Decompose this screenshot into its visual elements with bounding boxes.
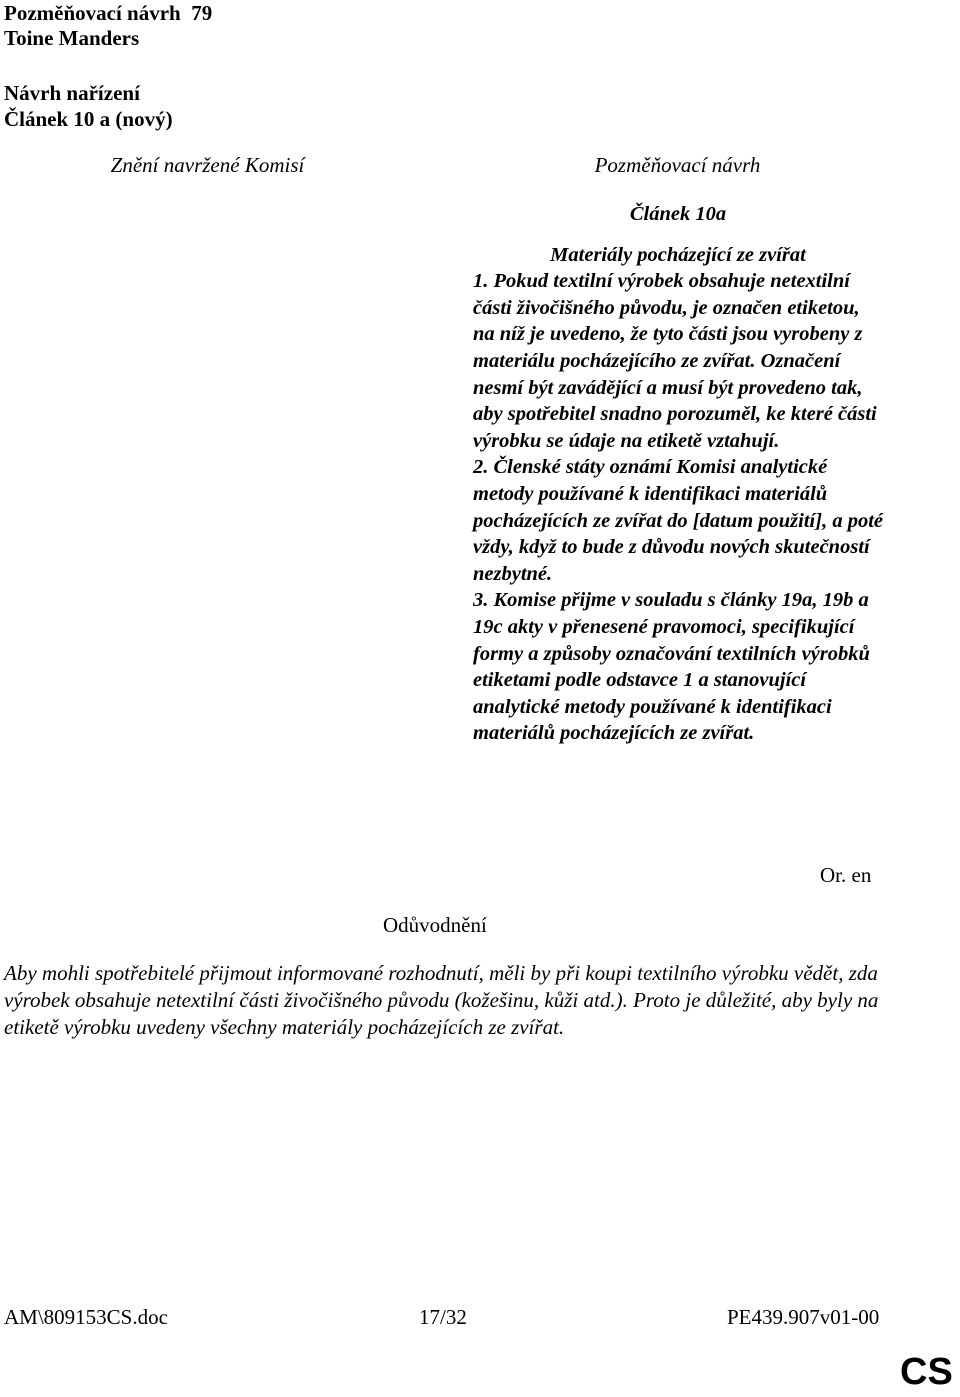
proposal-label: Návrh nařízení	[4, 81, 140, 105]
paragraph-2	[473, 454, 883, 587]
justification-text: Aby mohli spotřebitelé přijmout informované rozhodnutí, měli by při koupi textilního výrobku vědět, zda výrobek obsahuje netextilní části živočišného původu (kožešinu, kůži atd.). Proto je důležité, aby byly na etiketě výrobku uvedeny všechny materiály pocházejících ze zvířat.	[4, 961, 879, 1039]
original-language: Or. en	[820, 863, 872, 887]
footer-document-ref: AM\809153CS.doc	[4, 1305, 168, 1329]
paragraph-1: 1. Pokud textilní výrobek obsahuje netextilní části živočišného původu, je označen etiketou, na níž je uvedeno, že tyto části jsou vyrobeny z materiálu pocházejícího ze zvířat. Označení nesmí být zavádějící a musí být provedeno tak, aby spotřebitel snadno porozuměl, ke které části výrobku se údaje na etiketě vztahují.	[473, 270, 877, 452]
paragraph-2-lead: 2. Členské státy oznámí Komisi	[473, 456, 741, 479]
article-subheading: Materiály pocházející ze zvířat	[550, 243, 806, 266]
footer-page-number: 17/32	[419, 1305, 467, 1329]
paragraph-2-body: analytické metody používané k identifikaci materiálů pocházejících ze zvířat do [datum použití], a poté vždy, když to bude z důvodu nových skutečností nezbytné.	[473, 456, 883, 585]
language-mark: CS	[900, 1351, 953, 1393]
commission-text-column-header: Znění navržené Komisí	[110, 153, 305, 177]
paragraph-3	[473, 587, 883, 747]
justification-title: Odůvodnění	[383, 913, 487, 937]
article-heading: Článek 10a	[629, 203, 727, 225]
amendment-title: Pozměňovací návrh 79	[4, 1, 213, 25]
amendment-column-header: Pozměňovací návrh	[594, 153, 761, 177]
paragraph-3-body: specifikující formy a způsoby označování textilních výrobků etiketami podle odstavce 1 a stanovující analytické metody používané k identifikaci materiálů pocházejících ze zvířat.	[473, 615, 870, 745]
footer-pe-ref: PE439.907v01-00	[727, 1305, 880, 1329]
article-reference: Článek 10 a (nový)	[4, 107, 173, 131]
amendment-text	[473, 201, 883, 747]
amendment-author: Toine Manders	[4, 26, 140, 50]
paragraph-3-lead: 3. Komise přijme v souladu s články 19a, 19b a 19c akty v přenesené pravomoci,	[473, 589, 869, 638]
